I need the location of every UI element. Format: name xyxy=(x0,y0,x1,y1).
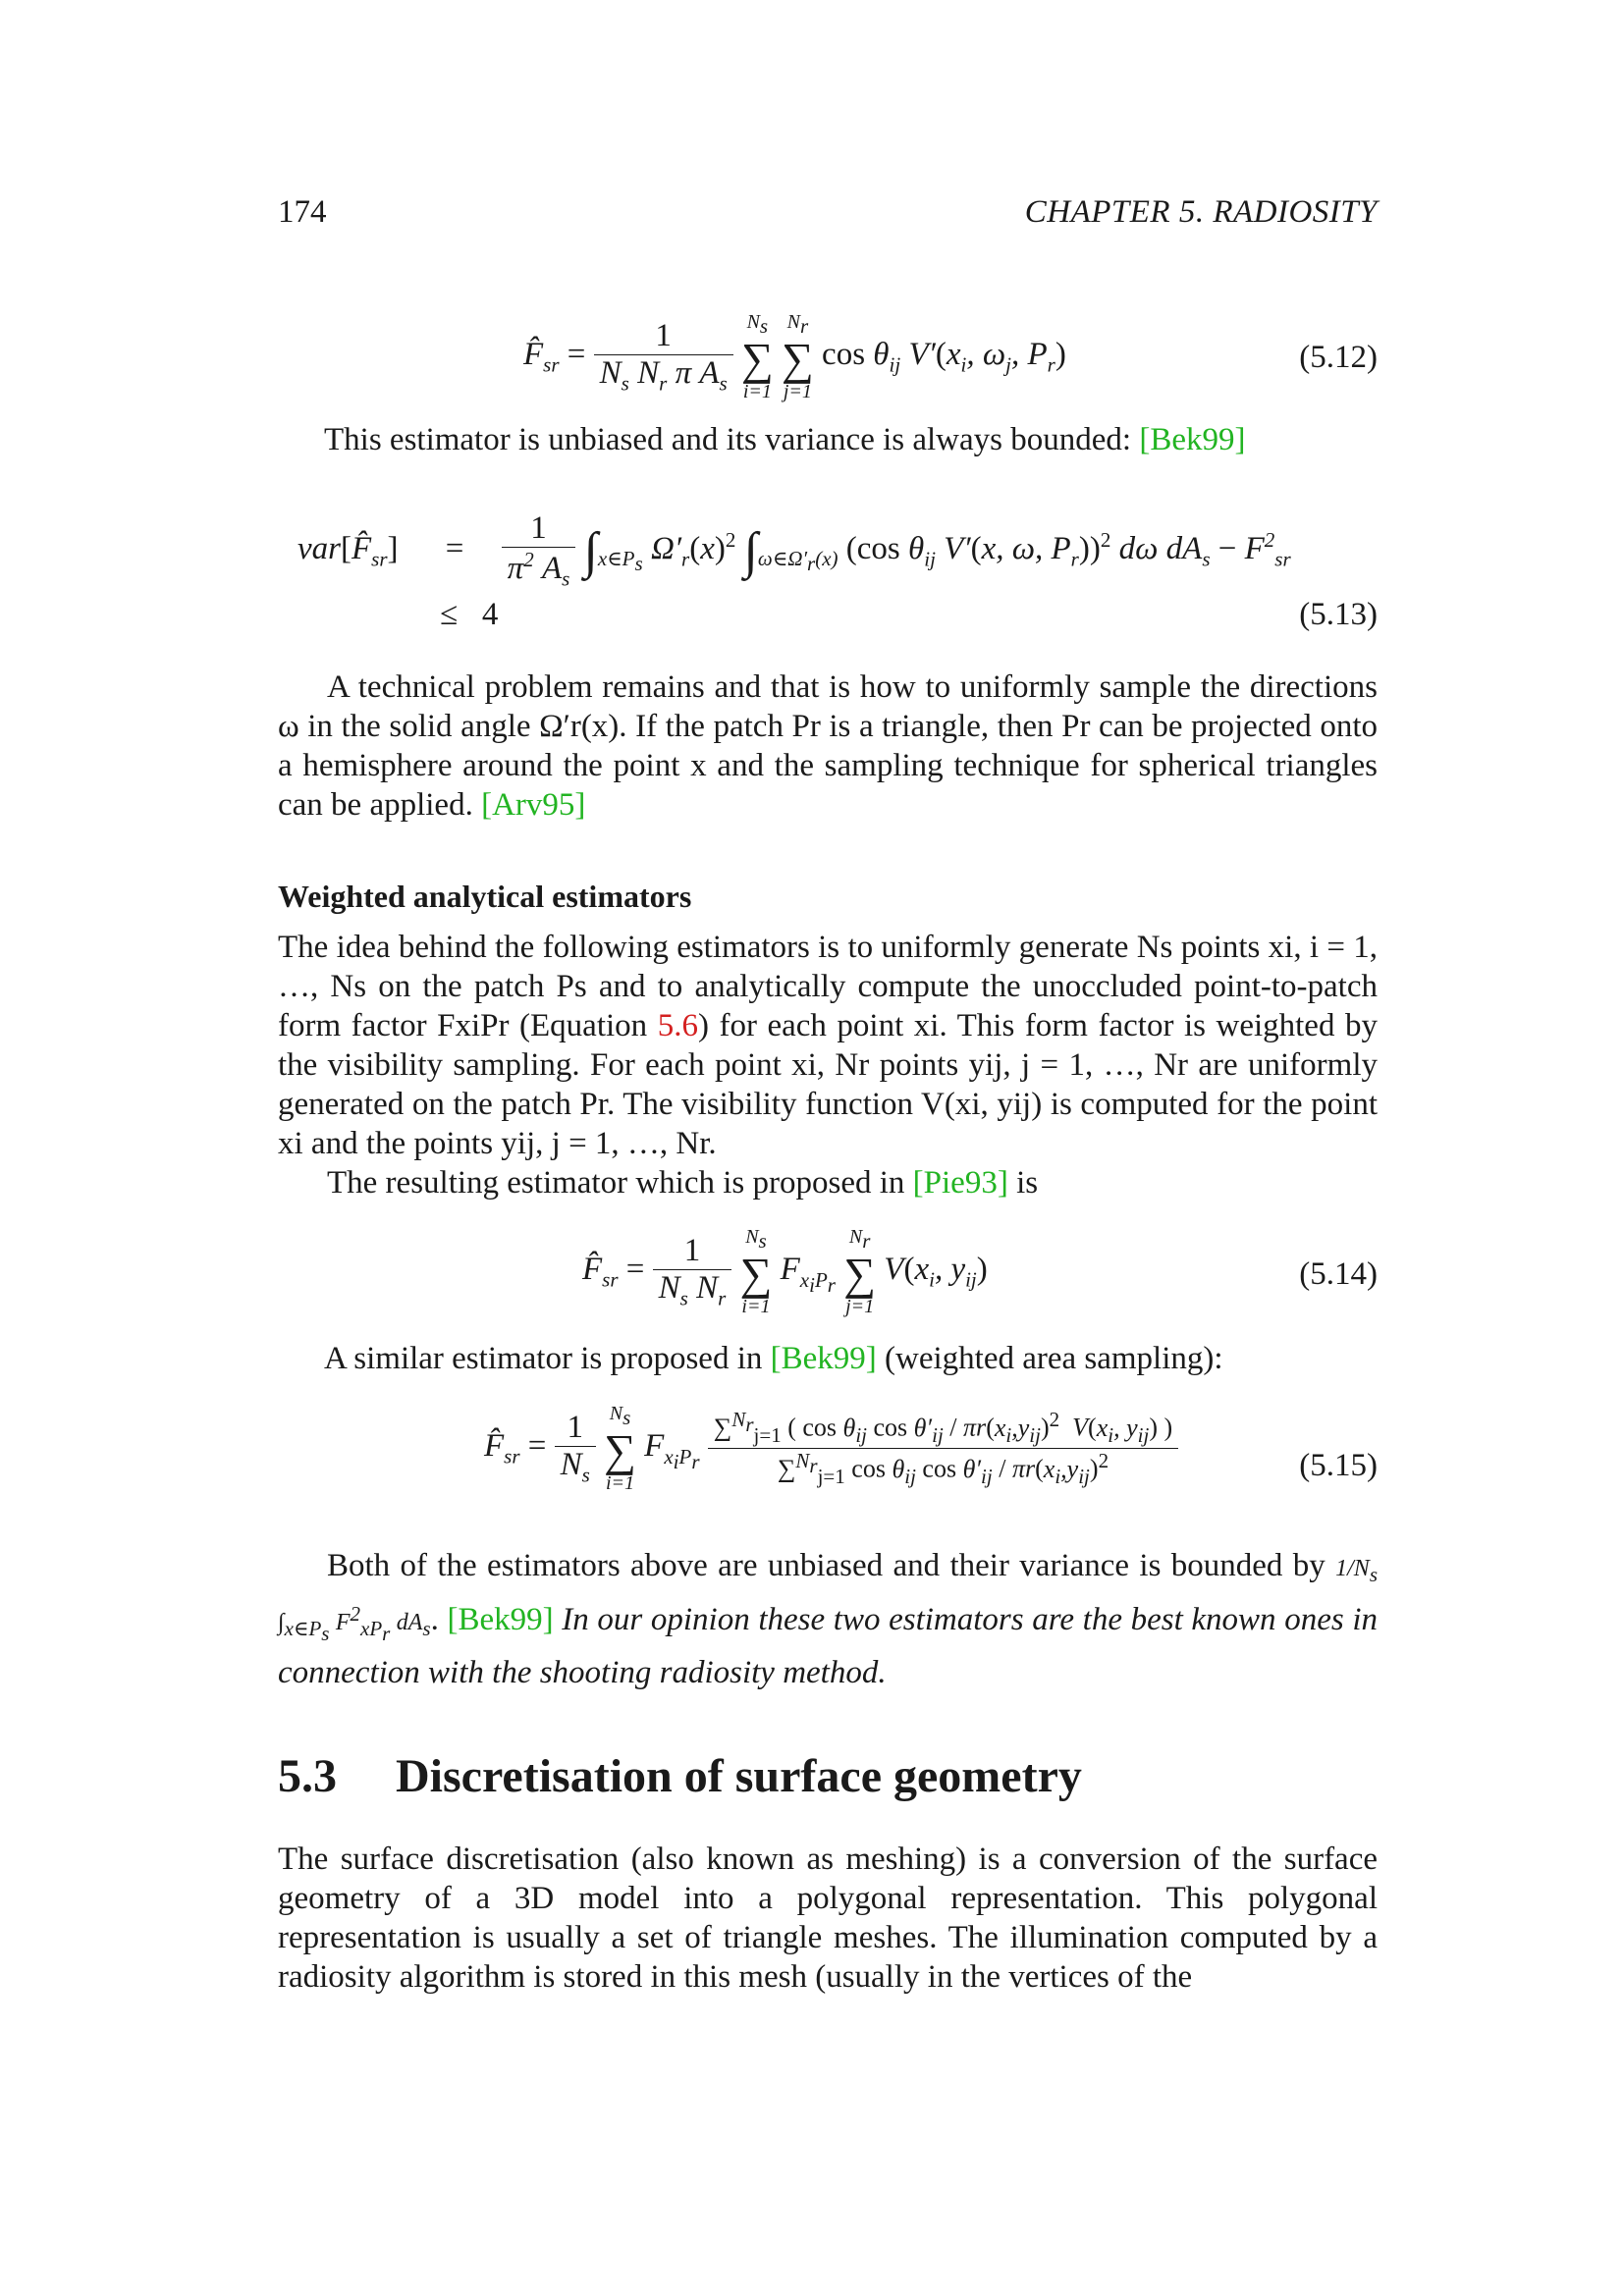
equation-5-15: $F̂_{sr}$ = $\frac{1}{N_s}$ $N_s$ ∑ i=1 $F_{x_iP_r}$ $\frac{\sum^{N_r}_{j=1} ( \cos \theta_{ij} \cos \theta'_{ij} / \pi r(x_i,y_{ij})^2 V(x_i, y_{ij}) )}{\sum^{N_r}_{j=1} \cos \theta_{ij} \cos \theta'_{ij} / \pi r(x_i,y_{ij})^2}$ (5.15) xyxy=(484,1403,1378,1494)
section-heading xyxy=(278,1749,1082,1803)
paragraph xyxy=(278,667,1378,825)
paragraph xyxy=(278,928,1378,1202)
paragraph xyxy=(278,1840,1378,1997)
paragraph-text: The idea behind the following estimators is to uniformly generate Ns points xi, i = 1, …, Ns on the patch Ps and to analytically compute the unoccluded point-to-patch form factor FxiPr (Equation xyxy=(278,930,1378,1043)
paragraph-text: The resulting estimator which is proposed in xyxy=(327,1165,905,1201)
section-number: 5.3 xyxy=(278,1750,337,1802)
subsection-heading: Weighted analytical estimators xyxy=(278,879,692,914)
paragraph: Both of the estimators above are unbiased and their variance is bounded by $1/N_s$ $\int_{x\in P_s}$ $F^2_{xP_r}$ $dA_s$. [Bek99] In our opinion these two estimators are the best known ones in connection with the shooting radiosity method. xyxy=(278,1548,1379,1690)
equation-number: (5.13) xyxy=(1299,597,1378,632)
page-header xyxy=(278,194,1378,234)
chapter-title: CHAPTER 5. RADIOSITY xyxy=(1024,194,1378,230)
paragraph-text: (weighted area sampling): xyxy=(885,1341,1223,1376)
citation-link[interactable]: [Pie93] xyxy=(912,1165,1008,1201)
equation-reference-link[interactable]: 5.6 xyxy=(657,1008,698,1043)
page-number: 174 xyxy=(278,194,327,230)
equation-number: (5.15) xyxy=(1299,1448,1378,1483)
paragraph-text: A technical problem remains and that is how to uniformly sample the directions ω in the solid angle Ω′r(x). If the patch Pr is a triangle, then Pr can be projected onto a hemisphere around the point x and the sampling technique for spherical triangles can be applied. xyxy=(278,669,1378,823)
equation-5-14: $F̂_{sr}$ = $\frac{1}{N_s N_r}$ $N_s$ ∑ i=1 $F_{x_iP_r}$ $N_r$ ∑ j=1 $V(x_i$, $y_{ij}$) (5.14) xyxy=(582,1226,1378,1317)
citation-link[interactable]: [Bek99] xyxy=(447,1601,554,1637)
citation-link[interactable]: [Bek99] xyxy=(1139,422,1246,457)
citation-link[interactable]: [Bek99] xyxy=(770,1341,877,1376)
bound-value: 4 xyxy=(481,597,499,632)
equation-number: (5.12) xyxy=(1299,340,1378,375)
paragraph-text: This estimator is unbiased and its variance is always bounded: xyxy=(324,422,1132,457)
equation-number: (5.14) xyxy=(1299,1256,1378,1292)
equation-5-13: $var[F̂_{sr}]$ = $\frac{1}{\pi^2 A_s}$ $\int_{x\in P_s}$ $\Omega'_r(x)^2$ $\int_{\omega\in\Omega'_r(x)}$ (cos $\theta_{ij}$ V′(x, ω, $P_r))^2$ dω $dA_s - F^2_{sr}$ ≤ 4 (5.13) xyxy=(298,510,1378,632)
section-title: Discretisation of surface geometry xyxy=(396,1750,1082,1802)
emphasis-text: In our opinion these two estimators are the best known ones in connection with the shooting radiosity method. xyxy=(278,1601,1378,1690)
paragraph-text: The surface discretisation (also known as meshing) is a conversion of the surface geometry of a 3D model into a polygonal representation. This polygonal representation is usually a set of triangle meshes. The illumination computed by a radiosity algorithm is stored in this mesh (usually in the vertices of the xyxy=(278,1842,1378,1995)
paragraph xyxy=(324,420,1378,459)
paragraph-text: Both of the estimators above are unbiased and their variance is bounded by xyxy=(327,1548,1325,1583)
equation-5-12: $F̂_{sr}$ = $\frac{1}{N_s N_r \pi A_s}$ $N_s$ ∑ i=1 $N_r$ ∑ j=1 $\cos \theta_{ij}$ $V'(x_i$, $\omega_j$, $P_r$) (5.12) xyxy=(523,311,1378,402)
paragraph-text: A similar estimator is proposed in xyxy=(324,1341,763,1376)
paragraph xyxy=(324,1339,1378,1378)
paragraph-text: ) for each point xi. This form factor is weighted by the visibility sampling. For each point xi, Nr points yij, j = 1, …, Nr are uniformly generated on the patch Pr. The visibility function V(xi, yij) is computed for the point xi and the points yij, j = 1, …, Nr. xyxy=(278,1008,1378,1161)
paragraph-text: is xyxy=(1016,1165,1039,1201)
citation-link[interactable]: [Arv95] xyxy=(481,787,586,823)
